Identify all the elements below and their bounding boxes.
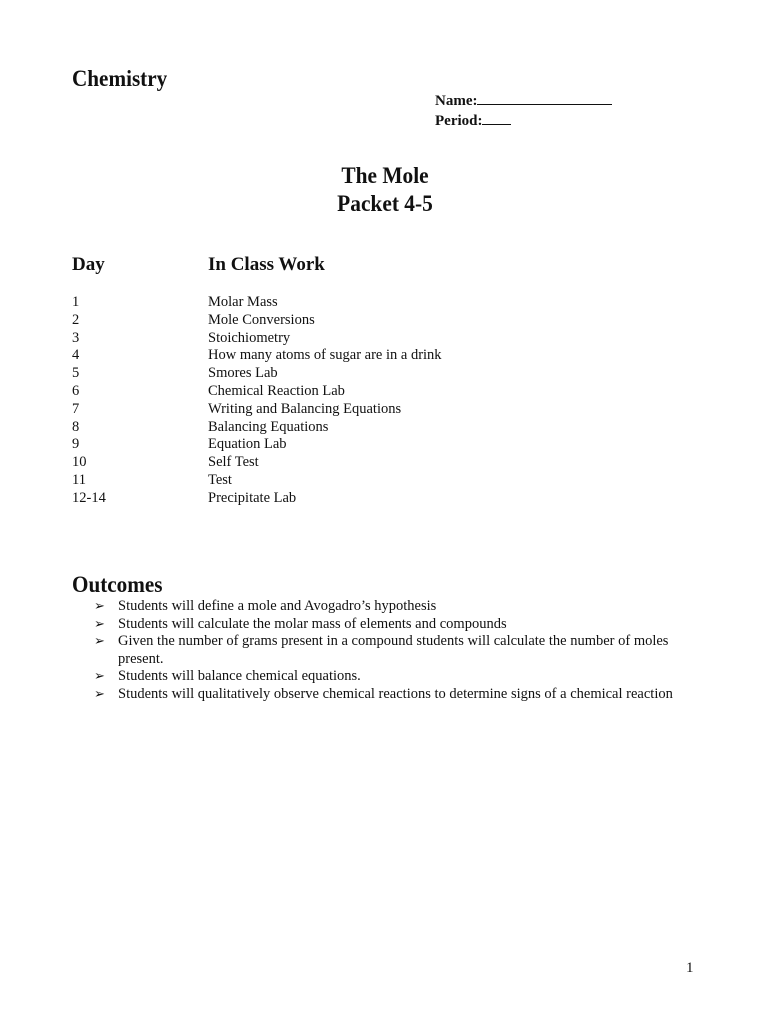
schedule-row <box>72 312 672 330</box>
schedule-day: 12-14 <box>72 489 106 506</box>
schedule-activity: Equation Lab <box>208 436 287 453</box>
outcome-text: Students will balance chemical equations. <box>118 668 361 685</box>
schedule-activity: Balancing Equations <box>208 418 329 435</box>
schedule-activity: Precipitate Lab <box>208 489 297 506</box>
schedule-day: 9 <box>72 436 80 453</box>
work-column-header: In Class Work <box>208 254 325 275</box>
arrowhead-bullet-icon: ➢ <box>94 634 105 650</box>
schedule-row <box>72 347 672 365</box>
schedule-day: 11 <box>72 471 86 488</box>
schedule-day: 5 <box>72 365 80 382</box>
arrowhead-bullet-icon: ➢ <box>94 669 105 685</box>
schedule-day: 3 <box>72 329 80 346</box>
period-label: Period: <box>435 113 483 129</box>
schedule-day: 2 <box>72 311 80 328</box>
title-line-1: The Mole <box>341 163 429 188</box>
student-info-fields <box>435 91 612 131</box>
schedule-row <box>72 365 672 383</box>
schedule-row <box>72 490 672 508</box>
outcome-text: Students will qualitatively observe chemical reactions to determine signs of a chemical reaction <box>118 685 673 702</box>
outcome-text: Students will define a mole and Avogadro’s hypothesis <box>118 598 437 614</box>
outcomes-list <box>94 598 714 704</box>
outcome-text: Students will calculate the molar mass of elements and compounds <box>118 615 507 632</box>
schedule-activity: How many atoms of sugar are in a drink <box>208 347 442 364</box>
schedule-activity: Mole Conversions <box>208 311 315 328</box>
schedule-activity: Smores Lab <box>208 365 278 382</box>
schedule-activity: Stoichiometry <box>208 329 291 346</box>
page-number: 1 <box>686 960 694 976</box>
outcome-item <box>94 598 714 616</box>
subject-title: Chemistry <box>72 66 168 91</box>
period-field[interactable] <box>435 111 612 131</box>
schedule-activity: Test <box>208 471 232 488</box>
schedule-day: 4 <box>72 347 80 364</box>
packet-title <box>27 162 743 218</box>
schedule-row <box>72 294 672 312</box>
outcome-item <box>94 633 714 668</box>
schedule-row <box>72 419 672 437</box>
period-blank-line[interactable] <box>482 111 511 125</box>
outcome-text: Given the number of grams present in a compound students will calculate the number of moles present. <box>118 633 669 667</box>
schedule-row <box>72 454 672 472</box>
outcome-item <box>94 616 714 634</box>
schedule-row <box>72 330 672 348</box>
day-column-header: Day <box>72 254 105 275</box>
schedule-row <box>72 383 672 401</box>
arrowhead-bullet-icon: ➢ <box>94 616 105 632</box>
schedule-day: 10 <box>72 454 87 471</box>
outcomes-heading: Outcomes <box>72 572 163 597</box>
schedule-row <box>72 401 672 419</box>
arrowhead-bullet-icon: ➢ <box>94 686 105 702</box>
outcome-item <box>94 686 714 704</box>
schedule-row <box>72 436 672 454</box>
name-blank-line[interactable] <box>477 91 612 105</box>
schedule-activity: Molar Mass <box>208 294 278 310</box>
schedule-row <box>72 472 672 490</box>
schedule-day: 6 <box>72 382 80 399</box>
schedule-activity: Self Test <box>208 454 259 471</box>
title-line-2: Packet 4-5 <box>337 191 433 216</box>
schedule-activity: Writing and Balancing Equations <box>208 400 402 417</box>
arrowhead-bullet-icon: ➢ <box>94 599 105 614</box>
schedule-list <box>72 294 672 508</box>
schedule-day: 1 <box>72 294 80 310</box>
schedule-activity: Chemical Reaction Lab <box>208 382 345 399</box>
name-field[interactable] <box>435 91 612 111</box>
schedule-day: 7 <box>72 400 80 417</box>
schedule-day: 8 <box>72 418 80 435</box>
outcome-item <box>94 668 714 686</box>
name-label: Name: <box>435 93 478 109</box>
